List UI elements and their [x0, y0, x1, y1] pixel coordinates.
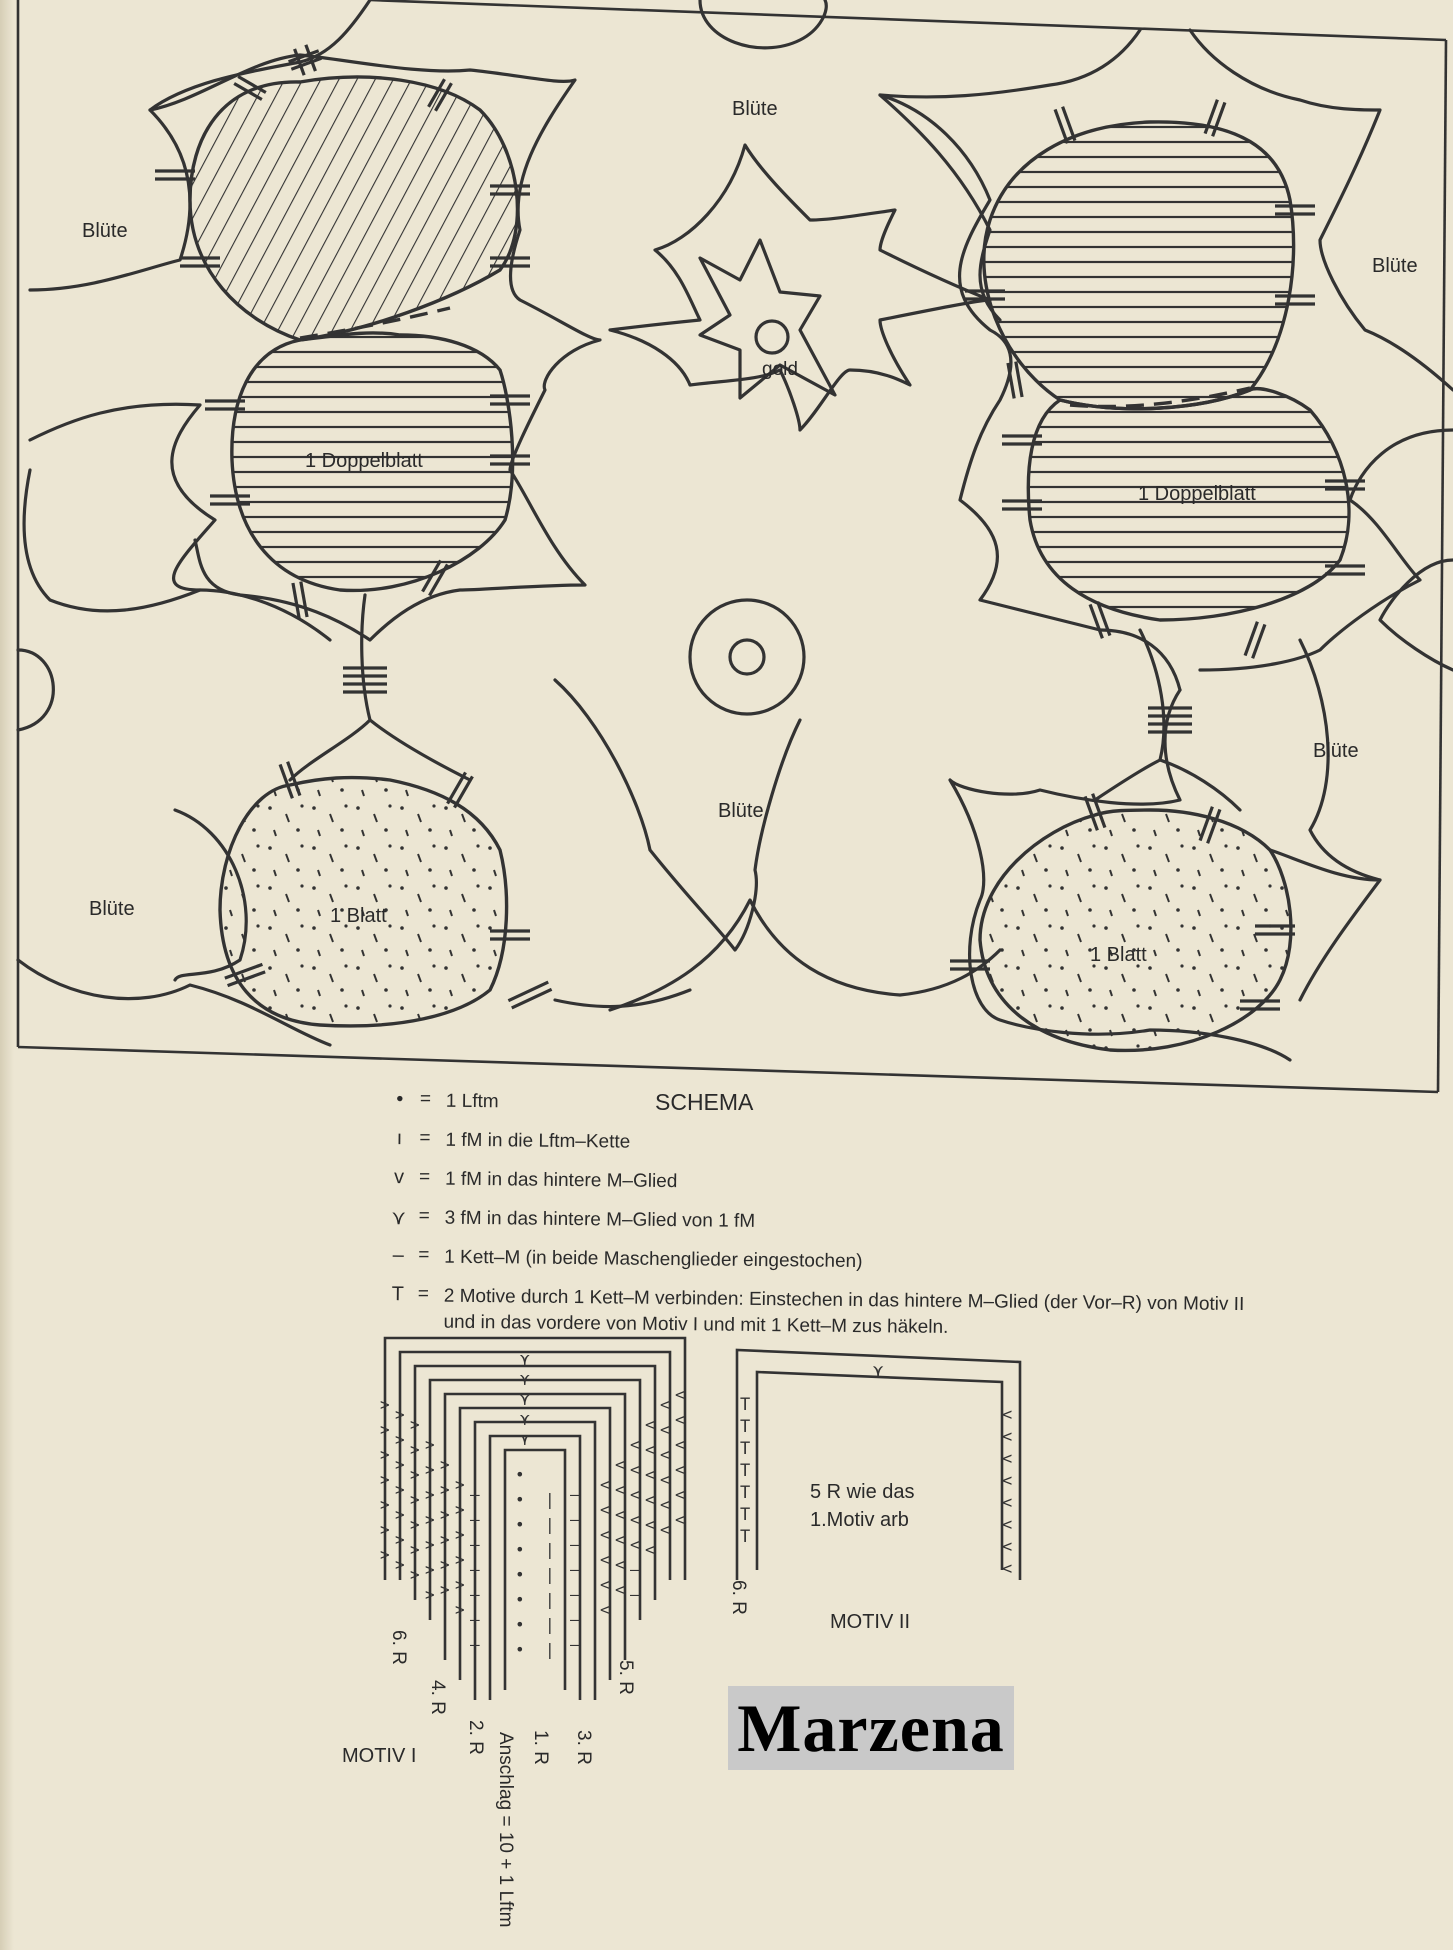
svg-text:<: <: [630, 1435, 640, 1454]
legend-symbol-bar: ı: [396, 1127, 403, 1150]
svg-text:|: |: [545, 1590, 555, 1609]
svg-text:>: >: [395, 1555, 405, 1574]
legend-row-verbinden: [377, 1283, 1278, 1362]
svg-text:|: |: [545, 1490, 555, 1509]
svg-text:⋎: ⋎: [520, 1430, 530, 1449]
svg-text:—: —: [570, 1560, 580, 1579]
legend-equals: =: [419, 1088, 432, 1110]
svg-text:>: >: [440, 1530, 450, 1549]
svg-text:—: —: [470, 1635, 480, 1654]
svg-text:<: <: [600, 1600, 610, 1619]
svg-text:<: <: [1002, 1515, 1013, 1535]
motiv-2-note-line-2: 1.Motiv arb: [810, 1509, 909, 1531]
legend-equals: =: [418, 1244, 430, 1266]
svg-text:—: —: [570, 1610, 580, 1629]
svg-text:>: >: [425, 1560, 435, 1579]
svg-text:>: >: [455, 1475, 465, 1494]
motiv-2-row-6: 6. R: [728, 1580, 749, 1615]
svg-text:>: >: [410, 1440, 420, 1459]
svg-text:>: >: [410, 1540, 420, 1559]
svg-text:T: T: [740, 1505, 751, 1525]
svg-text:>: >: [440, 1505, 450, 1524]
legend-text-fm-hintere: 1 fM in das hintere M–Glied: [444, 1168, 678, 1193]
svg-text:•: •: [515, 1640, 525, 1659]
label-bluete-left-top: Blüte: [82, 220, 128, 242]
svg-text:>: >: [395, 1530, 405, 1549]
svg-text:—: —: [570, 1635, 580, 1654]
center-ring-inner: [730, 640, 764, 674]
svg-text:<: <: [675, 1410, 685, 1429]
svg-text:<: <: [660, 1495, 670, 1514]
label-bluete-right-mid: Blüte: [1313, 740, 1359, 762]
svg-text:>: >: [455, 1500, 465, 1519]
svg-text:<: <: [615, 1455, 625, 1474]
svg-text:⋎: ⋎: [520, 1390, 530, 1409]
svg-text:>: >: [410, 1490, 420, 1509]
svg-text:>: >: [425, 1460, 435, 1479]
svg-text:<: <: [600, 1475, 610, 1494]
svg-text:<: <: [675, 1485, 685, 1504]
svg-text:<: <: [1002, 1405, 1013, 1425]
central-star-outer: [610, 145, 990, 430]
svg-text:|: |: [545, 1515, 555, 1534]
legend-symbol-v: v: [393, 1166, 405, 1189]
svg-text:<: <: [645, 1465, 655, 1484]
svg-text:>: >: [410, 1565, 420, 1584]
svg-text:<: <: [1002, 1537, 1013, 1557]
svg-text:•: •: [515, 1565, 525, 1584]
svg-text:>: >: [380, 1445, 390, 1464]
svg-text:<: <: [615, 1555, 625, 1574]
svg-text:T: T: [740, 1483, 751, 1503]
svg-text:|: |: [485, 1515, 495, 1534]
svg-text:<: <: [615, 1530, 625, 1549]
motiv-2-stitches: [740, 1362, 1012, 1579]
legend-symbol-t: T: [391, 1283, 405, 1306]
svg-text:>: >: [410, 1465, 420, 1484]
svg-text:•: •: [515, 1590, 525, 1609]
legend-equals: =: [418, 1205, 430, 1227]
svg-text:⋎: ⋎: [520, 1370, 530, 1389]
svg-text:>: >: [425, 1510, 435, 1529]
legend-symbol-triple-v: ⋎: [391, 1207, 407, 1230]
label-bluete-right-top: Blüte: [1372, 255, 1418, 277]
svg-text:—: —: [570, 1535, 580, 1554]
label-bluete-bottom-center: Blüte: [718, 800, 764, 822]
svg-text:>: >: [425, 1535, 435, 1554]
center-ring-outer: [690, 600, 804, 714]
svg-text:<: <: [1002, 1471, 1013, 1491]
bottom-center-petal-line: [610, 900, 1000, 1010]
svg-text:|: |: [485, 1615, 495, 1634]
svg-text:>: >: [395, 1505, 405, 1524]
svg-text:<: <: [660, 1420, 670, 1439]
svg-text:|: |: [485, 1565, 495, 1584]
svg-text:—: —: [470, 1510, 480, 1529]
label-bluete-left-bottom: Blüte: [89, 898, 135, 920]
svg-text:|: |: [545, 1565, 555, 1584]
motiv-1-row-6: 6. R: [388, 1630, 409, 1665]
svg-text:—: —: [470, 1585, 480, 1604]
legend-text-fm-kette: 1 fM in die Lftm–Kette: [445, 1129, 631, 1153]
svg-text:T: T: [740, 1527, 751, 1547]
svg-text:—: —: [470, 1610, 480, 1629]
svg-text:<: <: [660, 1520, 670, 1539]
svg-text:•: •: [515, 1490, 525, 1509]
legend-equals: =: [419, 1127, 431, 1149]
watermark-label: Marzena: [728, 1686, 1014, 1770]
svg-text:>: >: [380, 1495, 390, 1514]
svg-text:<: <: [630, 1535, 640, 1554]
motiv-2-note-line-1: 5 R wie das: [810, 1481, 915, 1503]
svg-text:<: <: [645, 1515, 655, 1534]
svg-text:<: <: [1002, 1427, 1013, 1447]
svg-text:T: T: [740, 1461, 751, 1481]
svg-text:>: >: [440, 1455, 450, 1474]
svg-text:•: •: [515, 1540, 525, 1559]
motiv-1-row-5: 5. R: [615, 1660, 636, 1695]
svg-text:>: >: [395, 1405, 405, 1424]
svg-text:>: >: [425, 1485, 435, 1504]
svg-text:>: >: [440, 1480, 450, 1499]
svg-text:<: <: [630, 1485, 640, 1504]
legend-text-3fm: 3 fM in das hintere M–Glied von 1 fM: [444, 1207, 756, 1232]
doppelblatt-left-top: [190, 77, 517, 340]
label-doppelblatt-right: 1 Doppelblatt: [1138, 483, 1256, 505]
svg-text:<: <: [645, 1490, 655, 1509]
legend-symbol-dash: –: [392, 1244, 404, 1267]
label-bluete-top-center: Blüte: [732, 98, 778, 120]
legend: [377, 1088, 1280, 1362]
svg-text:|: |: [485, 1490, 495, 1509]
svg-text:⋎: ⋎: [520, 1350, 530, 1369]
svg-text:|: |: [485, 1640, 495, 1659]
schema-title: SCHEMA: [655, 1089, 754, 1115]
motiv-1-anschlag: Anschlag = 10 + 1 Lftm: [495, 1732, 516, 1928]
svg-text:|: |: [545, 1540, 555, 1559]
svg-text:>: >: [395, 1480, 405, 1499]
svg-text:T: T: [740, 1417, 751, 1437]
legend-text-kett-m: 1 Kett–M (in beide Maschenglieder eingestochen): [444, 1246, 863, 1273]
svg-text:>: >: [440, 1580, 450, 1599]
motiv-1-row-3: 3. R: [573, 1730, 594, 1765]
svg-text:•: •: [515, 1615, 525, 1634]
svg-text:>: >: [455, 1550, 465, 1569]
svg-text:<: <: [600, 1500, 610, 1519]
svg-text:<: <: [1002, 1559, 1013, 1579]
svg-text:|: |: [545, 1615, 555, 1634]
svg-text:>: >: [380, 1395, 390, 1414]
svg-text:<: <: [660, 1470, 670, 1489]
legend-equals: =: [417, 1283, 430, 1305]
motiv-2-title: MOTIV II: [830, 1611, 910, 1633]
label-doppelblatt-left: 1 Doppelblatt: [305, 450, 423, 472]
motiv-1-title: MOTIV I: [342, 1745, 417, 1767]
svg-text:>: >: [440, 1555, 450, 1574]
svg-text:<: <: [600, 1525, 610, 1544]
svg-text:<: <: [615, 1480, 625, 1499]
svg-text:>: >: [455, 1575, 465, 1594]
svg-text:<: <: [600, 1575, 610, 1594]
svg-text:—: —: [570, 1485, 580, 1504]
svg-text:<: <: [630, 1460, 640, 1479]
doppelblatt-right-top: [984, 122, 1294, 409]
blatt-left: [220, 778, 507, 1026]
legend-text-verbinden: 2 Motive durch 1 Kett–M verbinden: Einstechen in das hintere M–Glied (der Vor–R) von Motiv II und in das vordere von Motiv I und mit 1 Kett–M zus häkeln.: [443, 1285, 1245, 1338]
blatt-right: [980, 810, 1291, 1050]
svg-text:<: <: [600, 1550, 610, 1569]
svg-text:>: >: [395, 1455, 405, 1474]
left-flower-outline-low: [24, 470, 200, 611]
svg-text:<: <: [615, 1580, 625, 1599]
svg-text:•: •: [515, 1465, 525, 1484]
svg-text:<: <: [1002, 1493, 1013, 1513]
legend-symbol-dot: •: [396, 1088, 404, 1111]
svg-text:—: —: [470, 1560, 480, 1579]
svg-text:—: —: [570, 1510, 580, 1529]
label-blatt-right: 1 Blatt: [1090, 944, 1147, 966]
legend-equals: =: [418, 1166, 431, 1188]
top-center-halfcircle: [700, 0, 826, 48]
svg-text:>: >: [425, 1585, 435, 1604]
svg-text:—: —: [630, 1560, 640, 1579]
label-gold: gold: [762, 359, 798, 380]
svg-text:>: >: [380, 1470, 390, 1489]
svg-text:⋎: ⋎: [520, 1410, 530, 1429]
svg-text:>: >: [380, 1520, 390, 1539]
motiv-2-chart: [737, 1350, 1020, 1580]
svg-text:>: >: [455, 1600, 465, 1619]
left-connector-stem-2: [370, 720, 470, 780]
svg-text:<: <: [1002, 1449, 1013, 1469]
svg-text:|: |: [485, 1540, 495, 1559]
label-blatt-left: 1 Blatt: [330, 905, 387, 927]
svg-text:>: >: [380, 1420, 390, 1439]
svg-text:<: <: [675, 1435, 685, 1454]
svg-text:>: >: [410, 1415, 420, 1434]
svg-text:T: T: [740, 1439, 751, 1459]
svg-text:>: >: [395, 1430, 405, 1449]
svg-text:>: >: [410, 1515, 420, 1534]
central-star-gold-ring: [756, 321, 788, 353]
svg-text:<: <: [645, 1440, 655, 1459]
svg-text:⋎: ⋎: [873, 1362, 884, 1382]
svg-text:|: |: [545, 1640, 555, 1659]
svg-text:—: —: [470, 1535, 480, 1554]
motiv-1-row-1: 1. R: [530, 1730, 551, 1765]
motiv-1-row-2: 2. R: [465, 1720, 486, 1755]
svg-text:T: T: [740, 1395, 751, 1415]
svg-text:|: |: [485, 1590, 495, 1609]
svg-text:<: <: [660, 1395, 670, 1414]
svg-text:<: <: [675, 1510, 685, 1529]
svg-text:<: <: [660, 1445, 670, 1464]
svg-text:<: <: [615, 1505, 625, 1524]
svg-text:>: >: [380, 1545, 390, 1564]
svg-text:<: <: [630, 1510, 640, 1529]
svg-text:<: <: [675, 1385, 685, 1404]
svg-text:<: <: [675, 1460, 685, 1479]
left-half-circle: [18, 650, 53, 730]
svg-text:>: >: [425, 1435, 435, 1454]
legend-text-lftm: 1 Lftm: [445, 1090, 499, 1113]
svg-text:—: —: [470, 1485, 480, 1504]
svg-text:—: —: [630, 1585, 640, 1604]
svg-text:•: •: [515, 1515, 525, 1534]
left-connector-stem: [290, 595, 370, 780]
motiv-1-row-4: 4. R: [427, 1680, 448, 1715]
svg-text:—: —: [570, 1585, 580, 1604]
svg-text:<: <: [645, 1415, 655, 1434]
svg-text:<: <: [645, 1540, 655, 1559]
svg-text:>: >: [455, 1525, 465, 1544]
